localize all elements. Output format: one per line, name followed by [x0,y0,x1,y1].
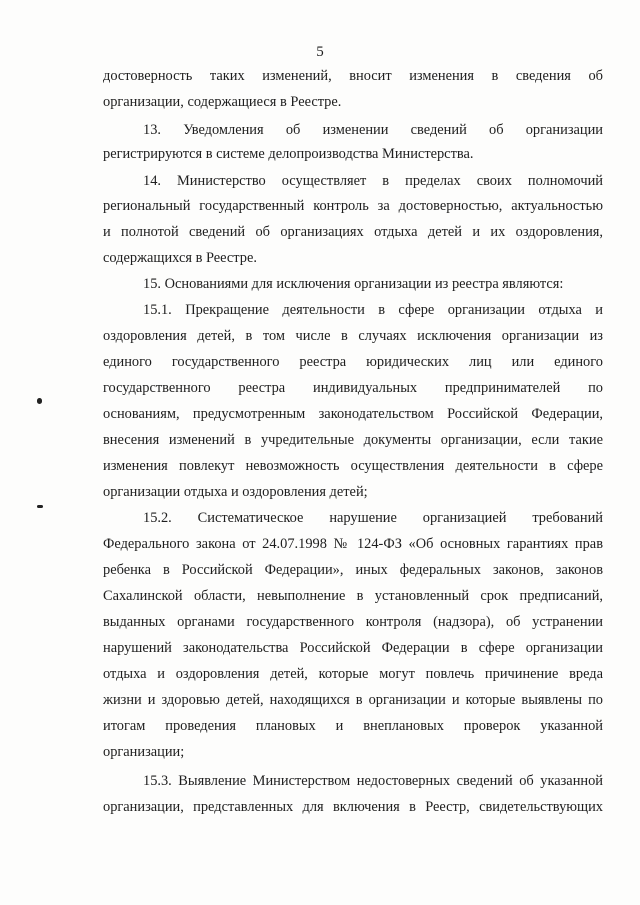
text-line: 15.1. Прекращение деятельности в сфере организации отдыха и [143,302,603,318]
text-line: региональный государственный контроль за достоверностью, актуальностью [103,198,603,214]
text-line: государственного реестра индивидуальных предпринимателей по [103,380,603,396]
text-line: организации; [103,744,185,760]
text-line: регистрируются в системе делопроизводства Министерства. [103,146,474,162]
text-line: внесения изменений в учредительные документы организации, если такие [103,432,603,448]
text-line: отдыха и оздоровления детей, которые могут повлечь причинение вреда [103,666,603,682]
page-number: 5 [316,44,324,60]
text-line: организации, содержащиеся в Реестре. [103,94,342,110]
text-line: основаниям, предусмотренным законодательством Российской Федерации, [103,406,603,422]
scan-dot-mark [37,398,42,404]
text-line: оздоровления детей, в том числе в случаях исключения организации из [103,328,603,344]
text-line: 14. Министерство осуществляет в пределах своих полномочий [143,173,603,189]
text-line: 15.3. Выявление Министерством недостоверных сведений об указанной [143,773,603,789]
text-line: единого государственного реестра юридических лиц или единого [103,354,603,370]
text-line: содержащихся в Реестре. [103,250,257,266]
text-line: 15. Основаниями для исключения организации из реестра являются: [143,276,564,292]
text-line: Сахалинской области, невыполнение в установленный срок предписаний, [103,588,603,604]
text-line: Федерального закона от 24.07.1998 № 124-ФЗ «Об основных гарантиях прав [103,536,603,552]
text-line: изменения повлекут невозможность осуществления деятельности в сфере [103,458,603,474]
text-line: ребенка в Российской Федерации», иных федеральных законов, законов [103,562,603,578]
scan-dash-mark [37,505,43,508]
text-line: 13. Уведомления об изменении сведений об организации [143,122,603,138]
text-line: нарушений законодательства Российской Федерации в сфере организации [103,640,603,656]
text-line: жизни и здоровью детей, находящихся в организации и которые выявлены по [103,692,603,708]
text-line: организации отдыха и оздоровления детей; [103,484,368,500]
text-line: организации, представленных для включения в Реестр, свидетельствующих [103,799,603,815]
text-line: выданных органами государственного контроля (надзора), об устранении [103,614,603,630]
text-line: итогам проведения плановых и внеплановых проверок указанной [103,718,603,734]
text-line: достоверность таких изменений, вносит изменения в сведения об [103,68,603,84]
text-line: и полнотой сведений об организациях отдыха детей и их оздоровления, [103,224,603,240]
text-line: 15.2. Систематическое нарушение организацией требований [143,510,603,526]
